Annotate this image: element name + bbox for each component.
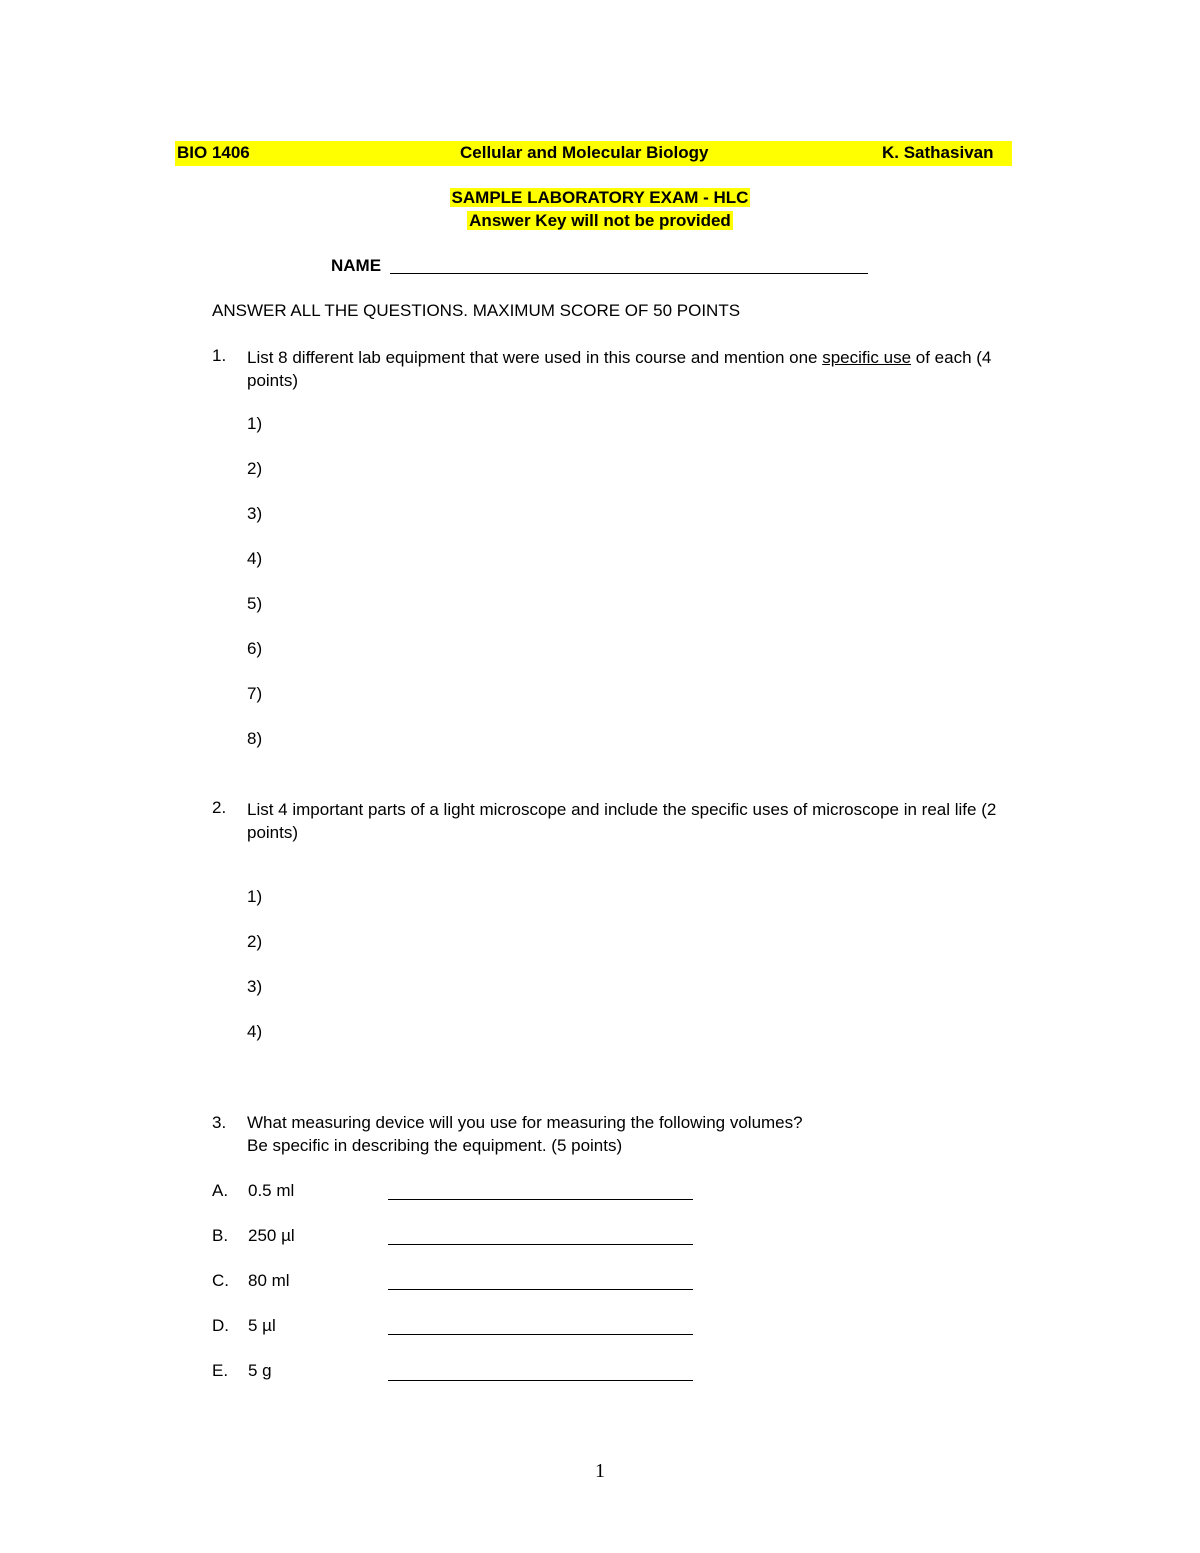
q3-option-c-value: 80 ml: [248, 1271, 290, 1290]
q3-option-d-value: 5 µl: [248, 1316, 276, 1335]
exam-subtitle-text: Answer Key will not be provided: [469, 211, 731, 230]
q2-item-2: 2): [247, 932, 263, 951]
page-number: 1: [595, 1460, 605, 1482]
question-3-number: 3.: [212, 1113, 227, 1132]
question-3-text-line2: Be specific in describing the equipment. (5 points): [247, 1136, 623, 1155]
course-title: Cellular and Molecular Biology: [460, 143, 709, 162]
q3-option-a-letter: A.: [212, 1181, 229, 1200]
name-field[interactable]: [390, 273, 868, 274]
question-1-text: [247, 346, 1027, 392]
q1-item-3: 3): [247, 504, 263, 523]
q3-option-d-letter: D.: [212, 1316, 229, 1335]
q3-option-e-value: 5 g: [248, 1361, 272, 1380]
q3-option-e-answer-line[interactable]: [388, 1380, 693, 1381]
course-code: BIO 1406: [177, 143, 250, 162]
question-3-text-line1: What measuring device will you use for measuring the following volumes?: [247, 1113, 803, 1132]
question-2-number: 2.: [212, 798, 227, 817]
q1-item-5: 5): [247, 594, 263, 613]
q2-item-3: 3): [247, 977, 263, 996]
q1-item-1: 1): [247, 414, 263, 433]
instructor-name: K. Sathasivan: [882, 143, 994, 162]
q3-option-b-value: 250 µl: [248, 1226, 295, 1245]
q1-item-4: 4): [247, 549, 263, 568]
q3-option-b-answer-line[interactable]: [388, 1244, 693, 1245]
q3-option-c-answer-line[interactable]: [388, 1289, 693, 1290]
q1-item-8: 8): [247, 729, 263, 748]
q1-item-6: 6): [247, 639, 263, 658]
exam-subtitle: [0, 211, 1200, 231]
q3-option-a-value: 0.5 ml: [248, 1181, 295, 1200]
name-label: NAME: [331, 256, 382, 275]
q3-option-c-letter: C.: [212, 1271, 229, 1290]
instructions: ANSWER ALL THE QUESTIONS. MAXIMUM SCORE OF 50 POINTS: [212, 301, 741, 320]
exam-title-text: SAMPLE LABORATORY EXAM - HLC: [451, 188, 749, 207]
q3-option-a-answer-line[interactable]: [388, 1199, 693, 1200]
question-1-number: 1.: [212, 346, 227, 365]
q3-option-e-letter: E.: [212, 1361, 229, 1380]
q2-item-4: 4): [247, 1022, 263, 1041]
q1-item-7: 7): [247, 684, 263, 703]
q3-option-b-letter: B.: [212, 1226, 229, 1245]
q1-item-2: 2): [247, 459, 263, 478]
question-1-emphasis: specific use: [822, 348, 912, 367]
question-1-text-start: List 8 different lab equipment that were used in this course and mention one: [247, 348, 823, 367]
q3-option-d-answer-line[interactable]: [388, 1334, 693, 1335]
exam-title: [0, 188, 1200, 208]
question-1-text-end: of each (4 points): [247, 348, 992, 390]
question-2-text: List 4 important parts of a light microscope and include the specific uses of microscope in real life (2 points): [247, 800, 997, 842]
q2-item-1: 1): [247, 887, 263, 906]
